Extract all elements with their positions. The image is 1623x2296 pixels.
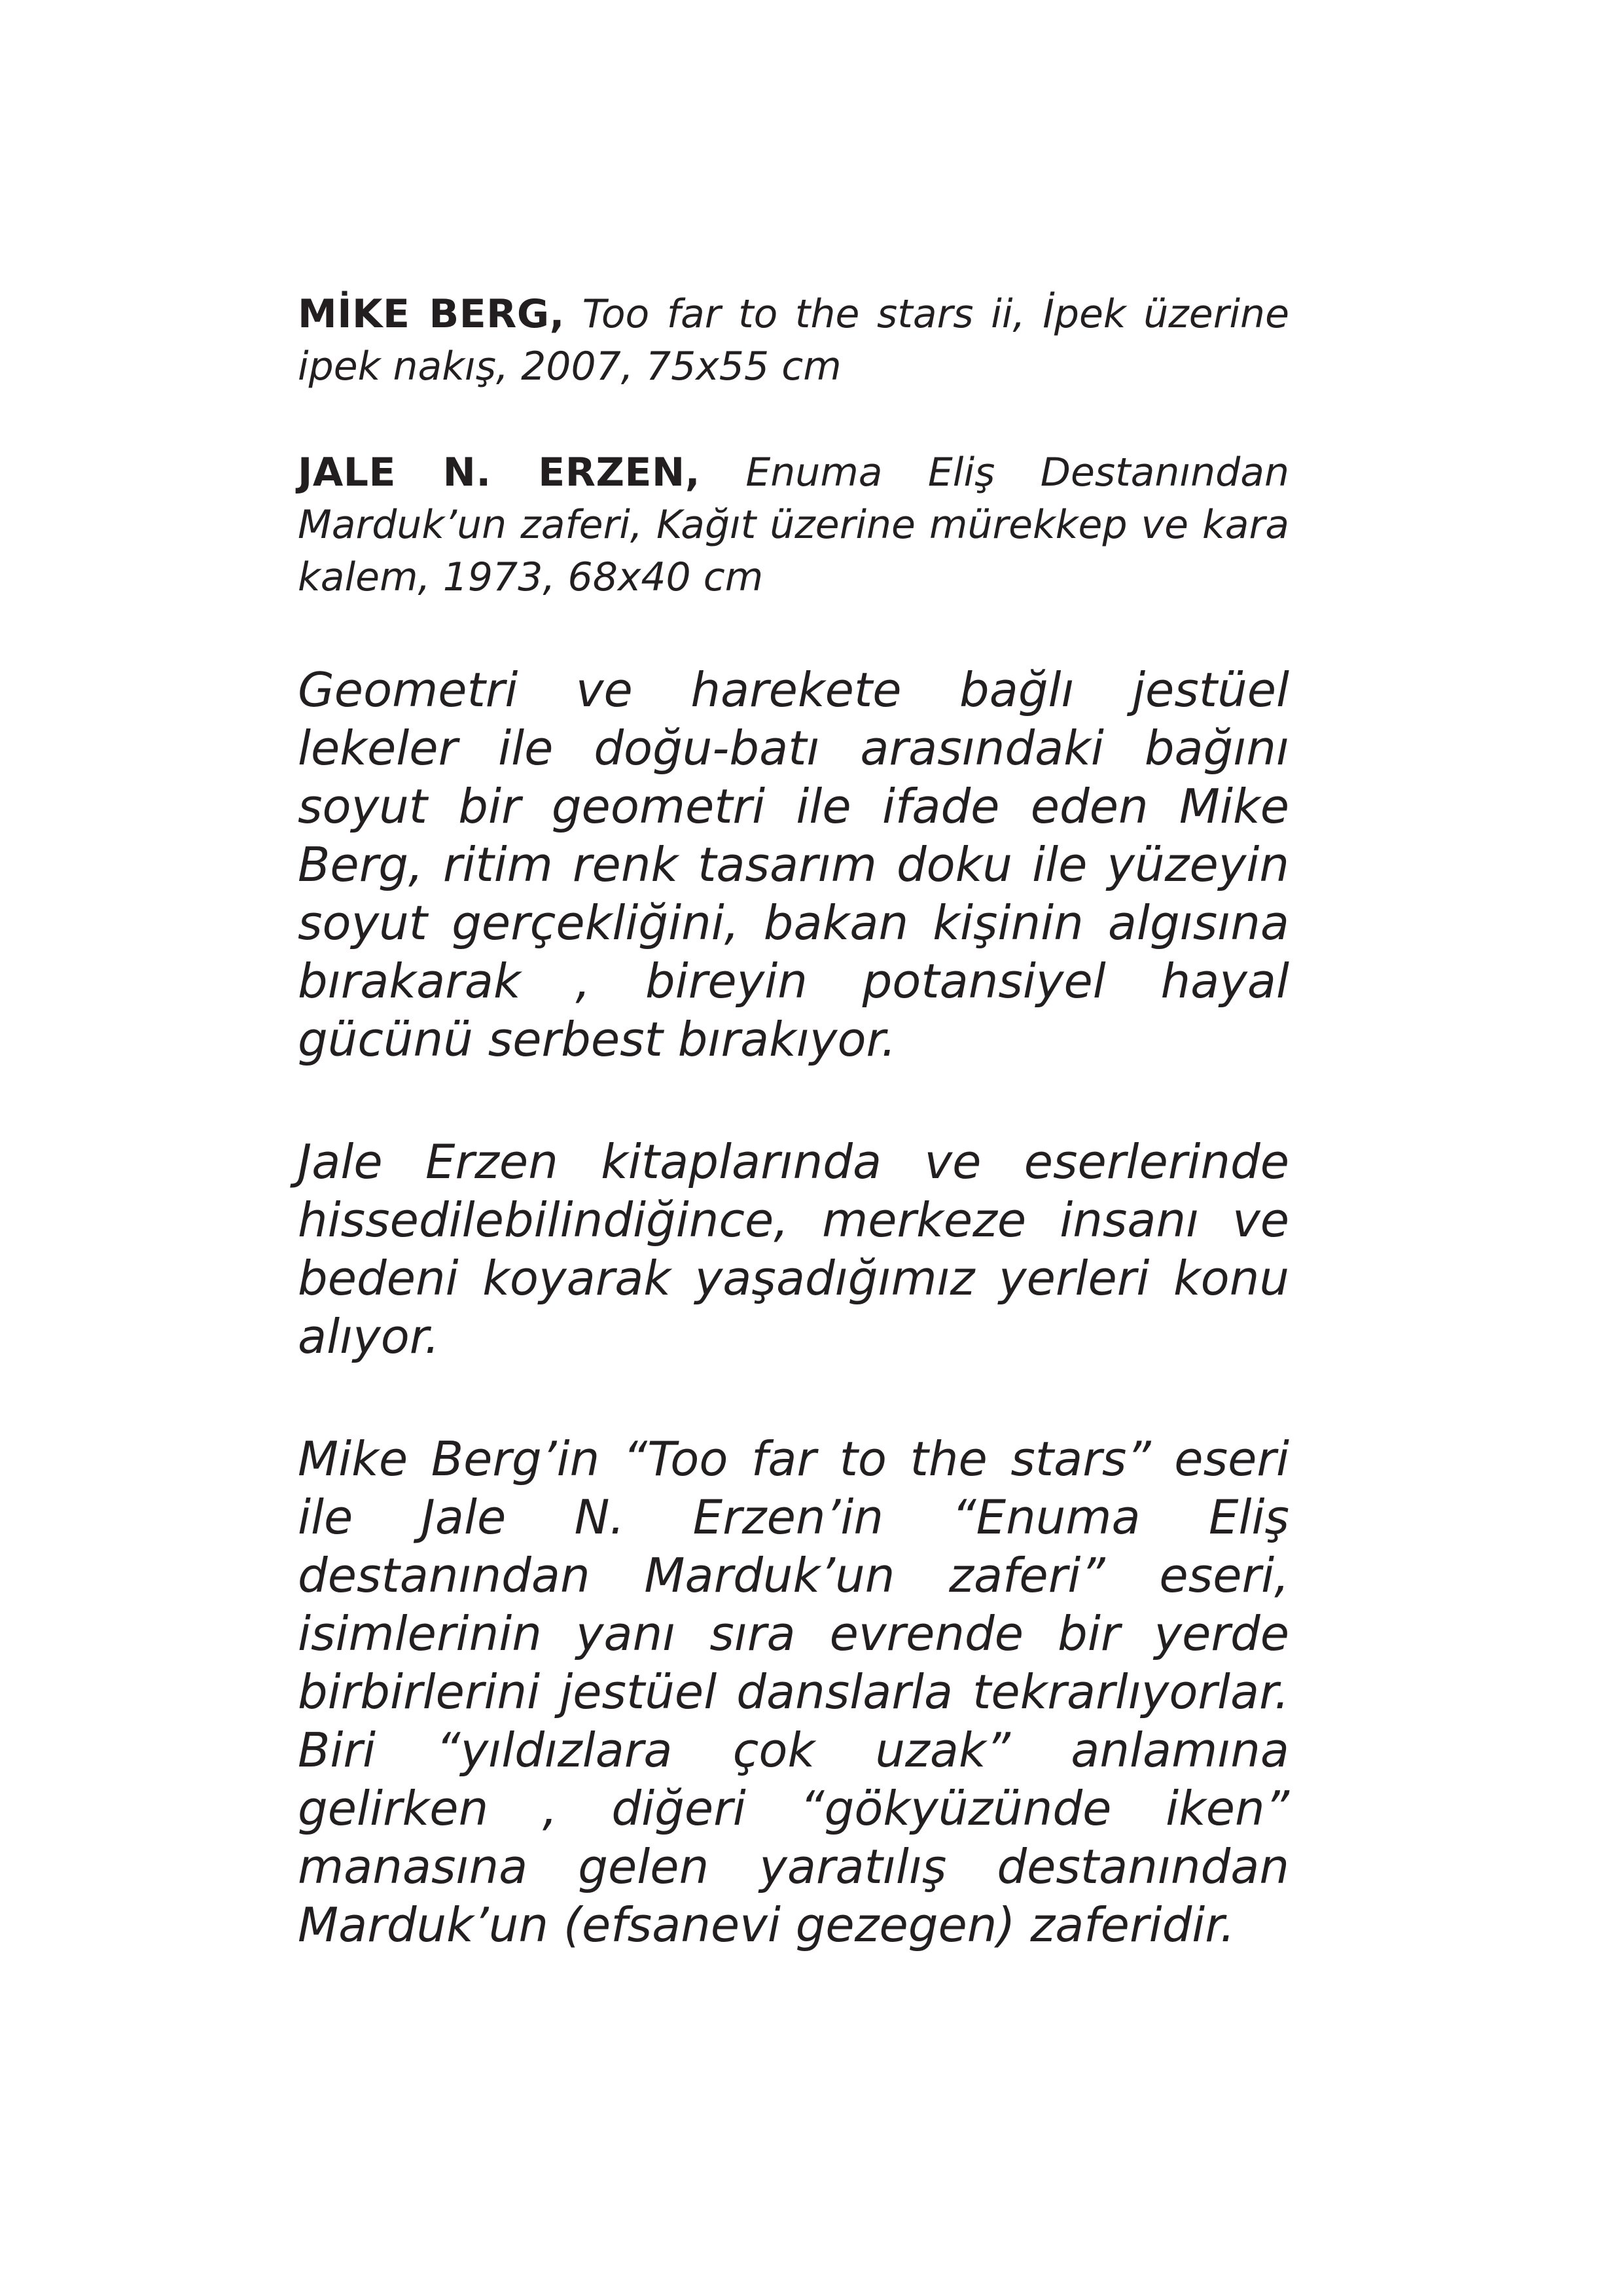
caption-jale-erzen (298, 446, 1289, 603)
page-content (298, 288, 1289, 1954)
caption-mike-berg (298, 288, 1289, 393)
artist-name: MİKE BERG, (298, 291, 565, 337)
body-paragraph: Jale Erzen kitaplarında ve eserlerinde hissedilebilindiğince, merkeze insanı ve bedeni koyarak yaşadığımız yerleri konu alıyor. (298, 1134, 1289, 1364)
body-paragraph: Mike Berg’in “Too far to the stars” eseri ile Jale N. Erzen’in “Enuma Eliş destanından Marduk’un zaferi” eseri, isimlerinin yanı sıra evrende bir yerde birbirlerini jestüel danslarla tekrarlıyorlar. Biri “yıldızlara çok uzak” anlamına gelirken , diğeri “gökyüzünde iken” manasına gelen yaratılış destanından Marduk’un (efsanevi gezegen) zaferidir. (298, 1431, 1289, 1952)
artwork-details: Enuma Eliş Destanından Marduk’un zaferi, Kağıt üzerine mürekkep ve kara kalem, 1973, 68x40 cm (298, 450, 1290, 600)
artist-name: JALE N. ERZEN, (298, 450, 700, 495)
body-paragraph: Geometri ve harekete bağlı jestüel lekeler ile doğu-batı arasındaki bağını soyut bir geometri ile ifade eden Mike Berg, ritim renk tasarım doku ile yüzeyin soyut gerçekliğini, bakan kişinin algısına bırakarak , bireyin potansiyel hayal gücünü serbest bırakıyor. (298, 662, 1289, 1067)
artwork-details: Too far to the stars ii, İpek üzerine ipek nakış, 2007, 75x55 cm (298, 291, 1289, 389)
